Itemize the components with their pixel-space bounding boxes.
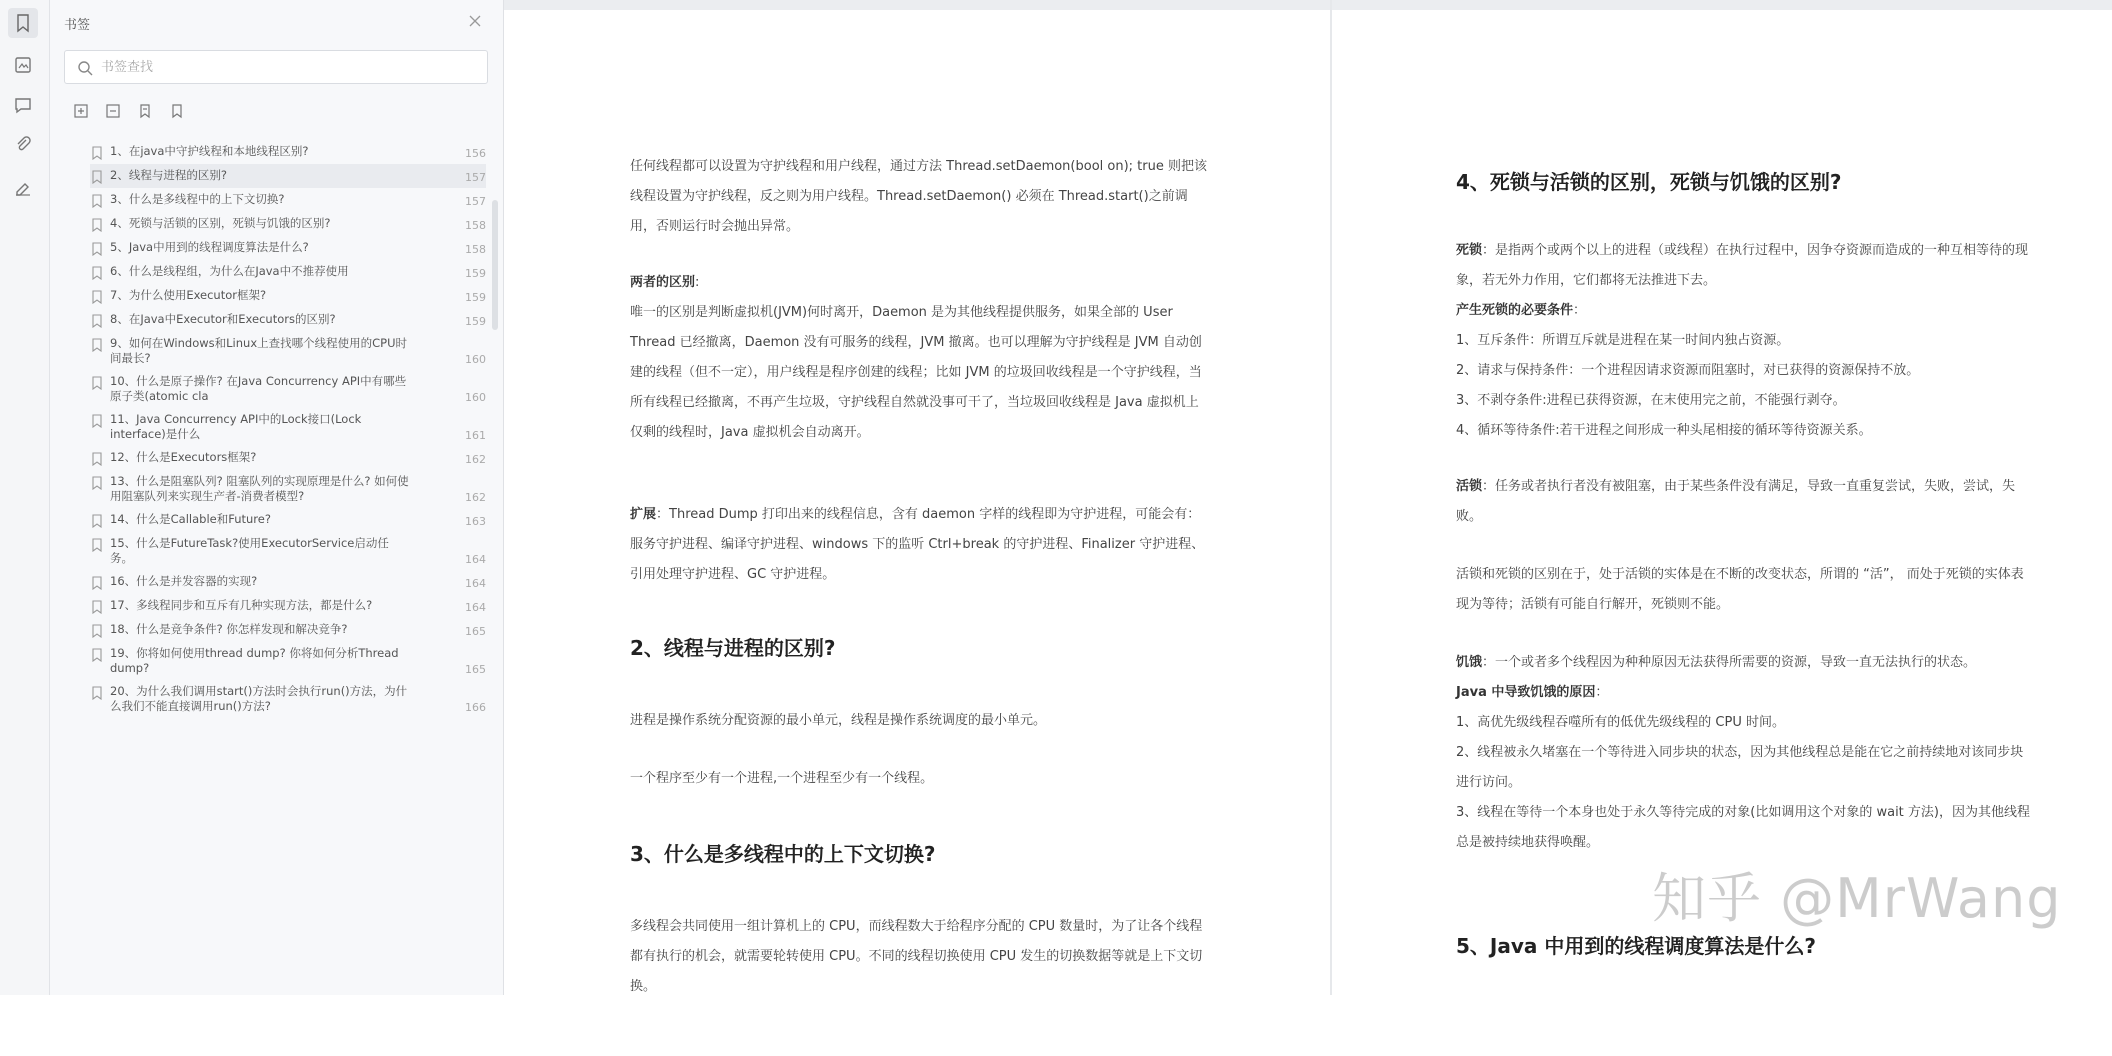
bookmark-item-page: 159 [465,315,486,328]
heading-thread-vs-process: 2、线程与进程的区别? [630,636,836,660]
bookmark-item-icon [90,170,104,184]
bookmark-item-label: 11、Java Concurrency API中的Lock接口(Lock interface)是什么 [110,412,362,441]
bookmark-item-label: 3、什么是多线程中的上下文切换? [110,192,285,206]
bookmark-item-page: 159 [465,291,486,304]
bookmark-item-icon [90,514,104,528]
signature-icon[interactable] [8,172,38,202]
bookmark-item-icon [90,476,104,490]
expand-all-icon[interactable] [70,100,92,122]
bookmark-item-icon [90,314,104,328]
difference-label: 两者的区别 [630,275,696,290]
bookmark-item[interactable] [90,470,486,508]
bookmark-item-icon [90,242,104,256]
context-switch-paragraph: 多线程会共同使用一组计算机上的 CPU，而线程数大于给程序分配的 CPU 数量时，为了让各个线程都有执行的机会，就需要轮转使用 CPU。不同的线程切换使用 CPU 发生的切换数据等就是上下文切换。 [630,919,1203,994]
bookmark-item-page: 162 [465,491,486,504]
bookmark-item[interactable] [90,236,486,260]
difference-section: 两者的区别: 唯一的区别是判断虚拟机(JVM)何时离开，Daemon 是为其他线程提供服务，如果全部的 User Thread 已经撤离，Daemon 没有可服务的线程，JVM 撤离。也可以理解为守护线程是 JVM 自动创建的线程（但不一定），用户线程是程序创建的线程；比如 JVM 的垃圾回收线程是一个守护线程，当所有线程已经撤离，不再产生垃圾，守护线程自然就没事可干了，当垃圾回收线程是 Java 虚拟机上仅剩的线程时，Java 虚拟机会自动离开。 [630,275,1202,440]
bookmark-item[interactable] [90,570,486,594]
page-divider [1330,0,1332,995]
condition-item: 1、互斥条件：所谓互斥就是进程在某一时间内独占资源。 [1456,333,1790,348]
condition-item: 3、不剥夺条件:进程已获得资源，在末使用完之前，不能强行剥夺。 [1456,393,1846,408]
bookmark-item-label: 16、什么是并发容器的实现? [110,574,258,588]
starvation-body: 一个或者多个线程因为种种原因无法获得所需要的资源，导致一直无法执行的状态。 [1495,655,1977,670]
bottom-blank-area [0,995,2112,1056]
thumbnail-icon[interactable] [8,50,38,80]
bookmark-item[interactable] [90,164,486,188]
comment-icon[interactable] [8,90,38,120]
conditions-title: 产生死锁的必要条件 [1456,303,1574,318]
bookmark-item-icon [90,686,104,700]
watermark-text: 知乎 @MrWang [1652,867,2062,930]
bookmark-item[interactable] [90,594,486,618]
bookmark-item-page: 159 [465,267,486,280]
bookmark-item-icon [90,576,104,590]
bookmark-item-page: 158 [465,219,486,232]
bookmark-item-page: 164 [465,601,486,614]
search-input[interactable] [101,57,471,77]
bookmark-item-icon [90,194,104,208]
bookmark-item-page: 165 [465,663,486,676]
close-icon[interactable] [464,10,486,32]
bookmark-item-page: 165 [465,625,486,638]
bookmark-icon[interactable] [8,8,38,38]
program-paragraph: 一个程序至少有一个进程,一个进程至少有一个线程。 [630,771,934,786]
left-tool-rail [0,0,50,995]
bookmark-item-label: 18、什么是竞争条件? 你怎样发现和解决竞争? [110,622,348,636]
deadlock-label: 死锁 [1456,243,1483,258]
bookmark-item[interactable] [90,260,486,284]
bookmark-item-icon [90,452,104,466]
bookmark-item-icon [90,624,104,638]
add-bookmark-icon[interactable] [134,100,156,122]
bookmark-item[interactable] [90,446,486,470]
bookmark-item-label: 2、线程与进程的区别? [110,168,227,182]
bookmark-item-icon [90,290,104,304]
bookmark-item-page: 156 [465,147,486,160]
process-paragraph: 进程是操作系统分配资源的最小单元，线程是操作系统调度的最小单元。 [630,713,1047,728]
bookmark-item-icon [90,538,104,552]
bookmark-item-icon [90,414,104,428]
bookmark-item-icon [90,648,104,662]
panel-title: 书签 [64,18,91,33]
bookmark-item-page: 157 [465,171,486,184]
starvation-item: 2、线程被永久堵塞在一个等待进入同步块的状态，因为其他线程总是能在它之前持续地对该同步块进行访问。 [1456,745,2024,790]
bookmark-item-label: 4、死锁与活锁的区别，死锁与饥饿的区别? [110,216,331,230]
bookmark-item-page: 164 [465,577,486,590]
bookmark-item-icon [90,376,104,390]
panel-scrollbar[interactable] [492,200,498,330]
deadlock-body: 是指两个或两个以上的进程（或线程）在执行过程中，因争夺资源而造成的一种互相等待的现象，若无外力作用，它们都将无法推进下去。 [1456,243,2029,288]
collapse-all-icon[interactable] [102,100,124,122]
bookmark-item-label: 1、在java中守护线程和本地线程区别? [110,144,309,158]
delete-bookmark-icon[interactable] [166,100,188,122]
bookmark-item-label: 7、为什么使用Executor框架? [110,288,267,302]
bookmark-item-label: 15、什么是FutureTask?使用ExecutorService启动任务。 [110,536,389,565]
livelock-body: 任务或者执行者没有被阻塞，由于某些条件没有满足，导致一直重复尝试，失败，尝试，失败。 [1456,479,2016,524]
difference-body: 唯一的区别是判断虚拟机(JVM)何时离开，Daemon 是为其他线程提供服务，如果全部的 User Thread 已经撤离，Daemon 没有可服务的线程，JVM 撤离。也可以理解为守护线程是 JVM 自动创建的线程（但不一定），用户线程是程序创建的线程；比如 JVM 的垃圾回收线程是一个守护线程，当所有线程已经撤离，不再产生垃圾，守护线程自然就没事可干了，当垃圾回收线程是 Java 虚拟机上仅剩的线程时，Java 虚拟机会自动离开。 [630,305,1202,440]
bookmark-item-label: 5、Java中用到的线程调度算法是什么? [110,240,309,254]
bookmark-item[interactable] [90,642,486,680]
bookmark-item-icon [90,146,104,160]
condition-item: 2、请求与保持条件：一个进程因请求资源而阻塞时，对已获得的资源保持不放。 [1456,363,1920,378]
bookmark-item[interactable] [90,680,486,718]
bookmark-item-label: 12、什么是Executors框架? [110,450,257,464]
bookmark-panel [50,0,504,995]
bookmark-item-label: 6、什么是线程组，为什么在Java中不推荐使用 [110,264,349,278]
bookmark-item[interactable] [90,508,486,532]
bookmark-item-page: 158 [465,243,486,256]
bookmark-item-icon [90,338,104,352]
bookmark-item-label: 19、你将如何使用thread dump? 你将如何分析Thread dump? [110,646,399,675]
bookmark-item-page: 163 [465,515,486,528]
starvation-label: 饥饿 [1456,655,1483,670]
bookmark-item[interactable] [90,140,486,164]
deadlock-section: 死锁：是指两个或两个以上的进程（或线程）在执行过程中，因争夺资源而造成的一种互相等待的现象，若无外力作用，它们都将无法推进下去。 产生死锁的必要条件： 1、互斥条件：所谓互斥就是进程在某一时间内独占资源。 2、请求与保持条件：一个进程因请求资源而阻塞时，对已获得的资源保持不放。 3、不剥夺条件:进程已获得资源，在末使用完之前，不能强行剥夺。 4、循环等待条件:若干进程之间形成一种头尾相接的循环等待资源关系。 [1456,243,2029,438]
bookmark-item[interactable] [90,532,486,570]
bookmark-item[interactable] [90,370,486,408]
heading-deadlock-livelock: 4、死锁与活锁的区别，死锁与饥饿的区别? [1456,170,1842,194]
bookmark-item[interactable] [90,332,486,370]
starvation-section: 饥饿：一个或者多个线程因为种种原因无法获得所需要的资源，导致一直无法执行的状态。 Java 中导致饥饿的原因： 1、高优先级线程吞噬所有的低优先级线程的 CPU 时间。 2、线程被永久堵塞在一个等待进入同步块的状态，因为其他线程总是能在它之前持续地对该同步块进行访问。 3、线程在等待一个本身也处于永久等待完成的对象(比如调用这个对象的 wait 方法)，因为其他线程总是被持续地获得唤醒。 [1456,655,2030,850]
bookmark-search [64,50,488,84]
bookmark-item-label: 8、在Java中Executor和Executors的区别? [110,312,336,326]
heading-scheduling-algorithm: 5、Java 中用到的线程调度算法是什么? [1456,934,1816,958]
livelock-label: 活锁 [1456,479,1483,494]
bookmark-item-page: 160 [465,391,486,404]
bookmark-item[interactable] [90,408,486,446]
bookmark-item-label: 9、如何在Windows和Linux上查找哪个线程使用的CPU时间最长? [110,336,408,365]
bookmark-item-page: 157 [465,195,486,208]
extension-label: 扩展 [630,507,657,522]
bookmark-list [90,140,500,995]
bookmark-item-page: 161 [465,429,486,442]
bookmark-item-label: 10、什么是原子操作? 在Java Concurrency API中有哪些原子类(atomic cla [110,374,407,403]
extension-section: 扩展：Thread Dump 打印出来的线程信息，含有 daemon 字样的线程即为守护进程，可能会有：服务守护进程、编译守护进程、windows 下的监听 Ctrl+break 的守护进程、Finalizer 守护进程、引用处理守护进程、GC 守护进程。 [630,507,1205,582]
starvation-cause-title: Java 中导致饥饿的原因 [1456,685,1596,700]
bookmark-item[interactable] [90,618,486,642]
bookmark-item-icon [90,218,104,232]
bookmark-item-page: 164 [465,553,486,566]
attachment-icon[interactable] [8,130,38,160]
daemon-paragraph: 任何线程都可以设置为守护线程和用户线程，通过方法 Thread.setDaemon(bool on); true 则把该线程设置为守护线程，反之则为用户线程。Thread.setDaemon() 必须在 Thread.start()之前调用，否则运行时会抛出异常。 [630,159,1207,234]
starvation-item: 1、高优先级线程吞噬所有的低优先级线程的 CPU 时间。 [1456,715,1785,730]
heading-context-switch: 3、什么是多线程中的上下文切换? [630,842,936,866]
bookmark-item-label: 17、多线程同步和互斥有几种实现方法，都是什么? [110,598,373,612]
search-icon [77,60,93,76]
livelock-diff-paragraph: 活锁和死锁的区别在于，处于活锁的实体是在不断的改变状态，所谓的 “活”， 而处于死锁的实体表现为等待；活锁有可能自行解开，死锁则不能。 [1456,567,2024,612]
bookmark-item-page: 166 [465,701,486,714]
bookmark-item[interactable] [90,212,486,236]
bookmark-item-icon [90,266,104,280]
bookmark-item[interactable] [90,188,486,212]
starvation-item: 3、线程在等待一个本身也处于永久等待完成的对象(比如调用这个对象的 wait 方法)，因为其他线程总是被持续地获得唤醒。 [1456,805,2030,850]
bookmark-item-page: 160 [465,353,486,366]
viewer-top-strip [504,0,2112,10]
bookmark-item-label: 20、为什么我们调用start()方法时会执行run()方法，为什么我们不能直接调用run()方法? [110,684,408,713]
bookmark-item-page: 162 [465,453,486,466]
bookmark-item-label: 14、什么是Callable和Future? [110,512,271,526]
bookmark-item-label: 13、什么是阻塞队列? 阻塞队列的实现原理是什么? 如何使用阻塞队列来实现生产者-消费者模型? [110,474,409,503]
bookmark-item-icon [90,600,104,614]
bookmark-item[interactable] [90,284,486,308]
condition-item: 4、循环等待条件:若干进程之间形成一种头尾相接的循环等待资源关系。 [1456,423,1872,438]
extension-body: Thread Dump 打印出来的线程信息，含有 daemon 字样的线程即为守护进程，可能会有：服务守护进程、编译守护进程、windows 下的监听 Ctrl+break 的守护进程、Finalizer 守护进程、引用处理守护进程、GC 守护进程。 [630,507,1205,582]
bookmark-item[interactable] [90,308,486,332]
livelock-section: 活锁：任务或者执行者没有被阻塞，由于某些条件没有满足，导致一直重复尝试，失败，尝试，失败。 [1456,479,2016,524]
